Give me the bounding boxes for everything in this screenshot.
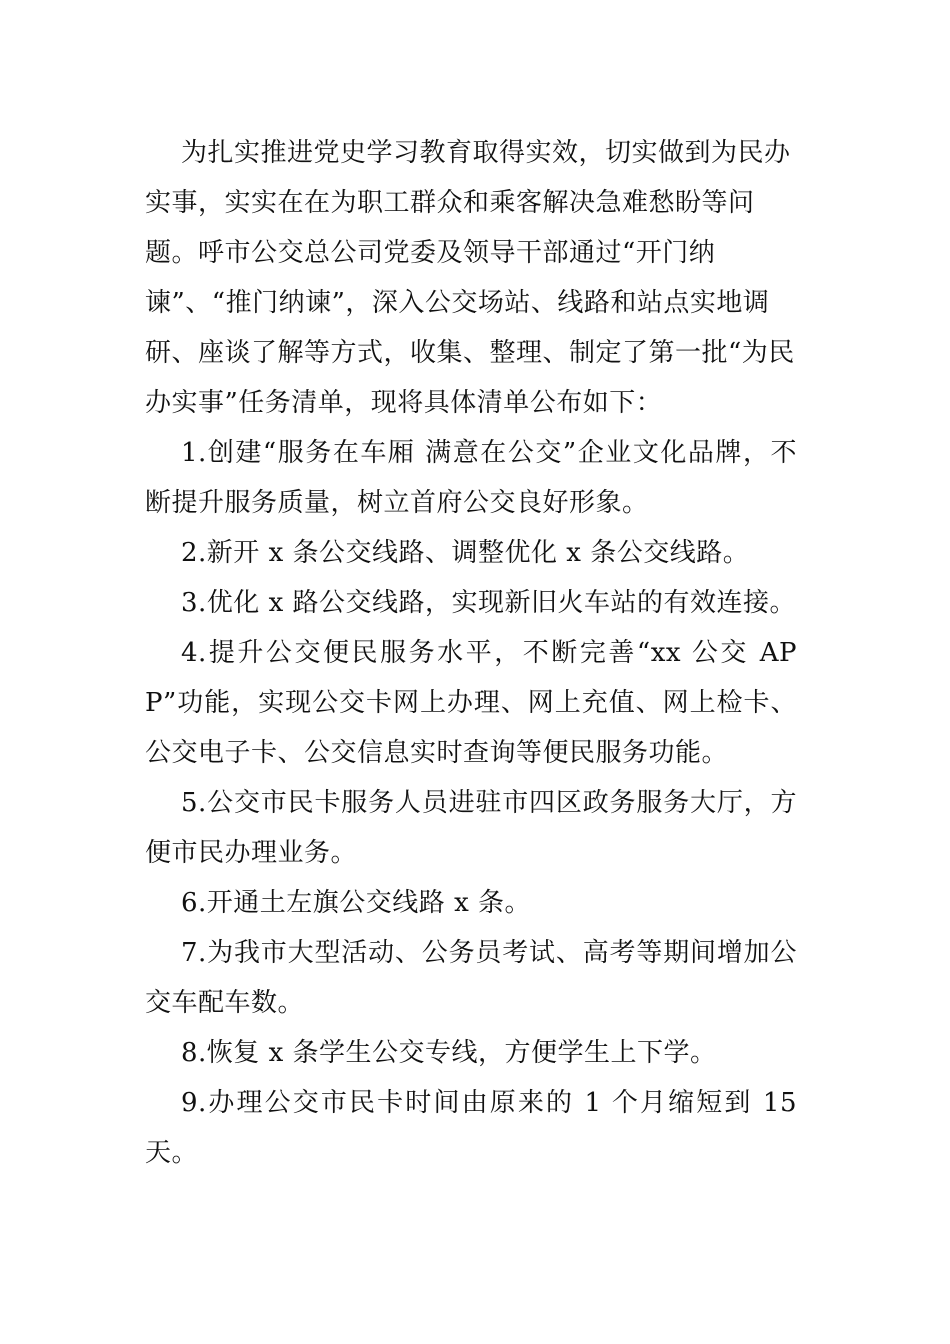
list-item-6: 6.开通土左旗公交线路 x 条。: [181, 888, 531, 918]
list-item-9: 9.办理公交市民卡时间由原来的 1 个月缩短到 15 天。: [145, 1088, 797, 1168]
list-item-5: 5.公交市民卡服务人员进驻市四区政务服务大厅，方便市民办理业务。: [145, 788, 797, 868]
intro-paragraph: 为扎实推进党史学习教育取得实效，切实做到为民办实事，实实在在为职工群众和乘客解决急难愁盼等问题。呼市公交总公司党委及领导干部通过“开门纳谏”、“推门纳谏”，深入公交场站、线路和站点实地调研、座谈了解等方式，收集、整理、制定了第一批“为民办实事”任务清单，现将具体清单公布如下：: [145, 138, 795, 418]
list-item-1: 1.创建“服务在车厢 满意在公交”企业文化品牌，不断提升服务质量，树立首府公交良好形象。: [145, 438, 797, 518]
list-item-4: 4.提升公交便民服务水平，不断完善“xx 公交 APP”功能，实现公交卡网上办理、网上充值、网上检卡、公交电子卡、公交信息实时查询等便民服务功能。: [145, 638, 797, 768]
document-body: [145, 128, 797, 1178]
list-item-7: 7.为我市大型活动、公务员考试、高考等期间增加公交车配车数。: [145, 938, 797, 1018]
list-item-3: 3.优化 x 路公交线路，实现新旧火车站的有效连接。: [181, 588, 796, 618]
list-item-2: 2.新开 x 条公交线路、调整优化 x 条公交线路。: [181, 538, 750, 568]
list-item-8: 8.恢复 x 条学生公交专线，方便学生上下学。: [181, 1038, 717, 1068]
